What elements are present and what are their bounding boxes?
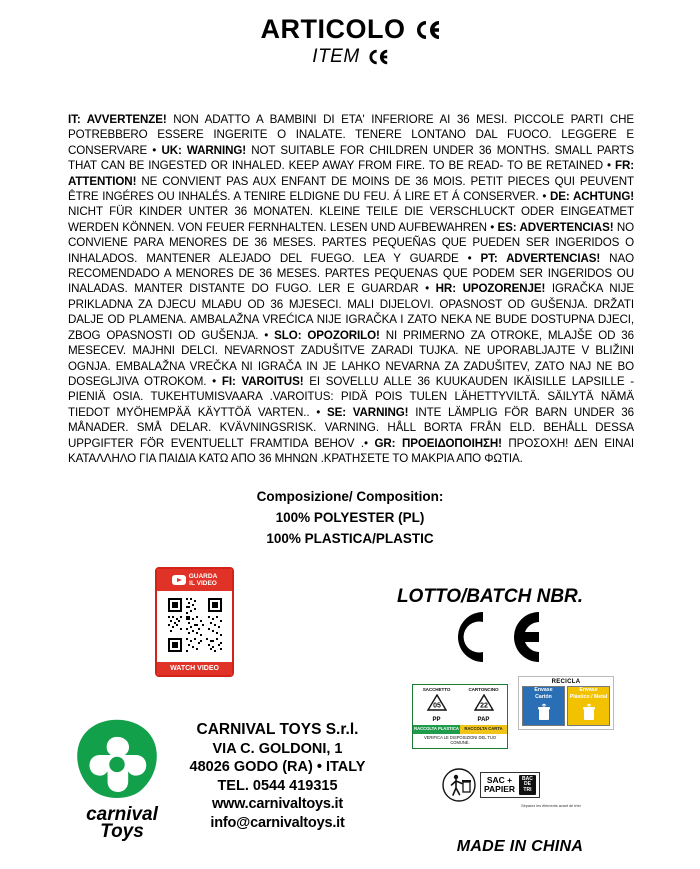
recycle-triangle-icon — [426, 694, 448, 712]
youtube-play-icon — [172, 575, 186, 585]
bac-line1: BAC — [522, 775, 533, 782]
bac-de-tri-badge — [519, 775, 536, 796]
recycling-paper-header: CARTONCINO — [468, 687, 499, 692]
bac-line2: DE — [523, 781, 531, 788]
recycling-plastic-footer: RACCOLTA PLASTICA — [413, 725, 460, 734]
recycle-triangle-icon-paper — [473, 694, 495, 712]
sac-papier-box — [442, 768, 602, 808]
recycling-note: VERIFICA LE DISPOSIZIONI DEL TUO COMUNE. — [423, 734, 497, 745]
recycling-plastic-material: PP — [432, 717, 441, 723]
recicla-spain-box — [518, 676, 614, 730]
carnival-clover-logo-icon — [74, 718, 160, 843]
watch-video-qr-badge[interactable] — [155, 567, 234, 677]
brand-block — [74, 718, 394, 843]
recycling-box-headers — [413, 685, 507, 693]
recycling-plastic-cell — [413, 693, 460, 725]
recicla-plastic-cell — [567, 686, 610, 726]
composition-line-1: 100% POLYESTER (PL) — [275, 509, 425, 525]
recycling-symbols-cluster — [412, 676, 642, 836]
page-title: ARTICOLO — [260, 14, 406, 44]
watch-video-label: WATCH VIDEO — [157, 662, 232, 675]
carnival-toys-wordmark — [74, 806, 170, 841]
recicla-title: RECICLA — [551, 679, 581, 685]
composition-title: Composizione/ Composition: — [256, 489, 444, 504]
italian-recycling-box — [412, 684, 508, 749]
recycling-paper-footer: RACCOLTA CARTA — [460, 725, 507, 734]
ce-mark-large-icon — [360, 608, 620, 671]
company-address-block — [170, 718, 385, 833]
made-in-label: MADE IN CHINA — [456, 838, 584, 855]
carnival-wordmark-line1: carnival — [86, 804, 158, 825]
header-articolo-row — [0, 14, 700, 45]
recycling-paper-cell — [460, 693, 507, 725]
sac-papier-label-box — [480, 772, 540, 799]
recycling-plastic-header: SACCHETTO — [422, 687, 451, 692]
video-badge-header-line2: IL VIDEO — [189, 580, 217, 587]
sac-papier-line2: PAPIER — [484, 784, 516, 794]
recycling-box-body — [413, 693, 507, 725]
recicla-plastic-label-1: Envase — [579, 687, 598, 693]
recicla-carton-label-1: Envase — [534, 687, 553, 693]
bac-line3: TRI — [523, 786, 532, 793]
item-label: ITEM — [312, 46, 360, 67]
multilingual-warnings-text: IT: AVVERTENZE! NON ADATTO A BAMBINI DI ETA' INFERIORE AI 36 MESI. PICCOLE PARTI CHE POTREBBERO ESSERE INGERITE O INALATE. TENERE LONTANO DAL FUOCO. LEGGERE E CONSERVARE • UK: WARNING! NOT SUITABLE FOR CHILDREN UNDER 36 MONTHS. SMALL PARTS THAT CAN BE INGESTED OR INHALED. KEEP AWAY FROM FIRE. TO BE READ- TO BE RETAINED • FR: ATTENTION! NE CONVIENT PAS AUX ENFANT DE MOINS DE 36 MOIS. PETIT PIECES QUI PEUVENT ÊTRE INGÉRES OU INHALÉS. A TENIRE ELDIGNE DU FEU. Á LIRE ET Á CONSERVER. • DE: ACHTUNG! NICHT FÜR KINDER UNTER 36 MONATEN. KLEINE TEILE DIE VERSCHLUCKT ODER EINGEATMET WERDEN KÖNNEN. VON FEUER FERNHALTEN. LESEN UND AUFBEWAHREN • ES: ADVERTENCIAS! NO CONVIENE PARA MENORES DE 36 MESES. PARTES PEQUEÑAS QUE PUEDEN SER INGERIDOS O INHALADOS. MANTENER ALEJADO DEL FUEGO. LEA Y GUARDE • PT: ADVERTENCIAS! NAO RECOMENDADO A MENORES DE 36 MESES. PARTES PEQUENAS QUE PODEM SER INGERIDOS OU INALADAS. MANTER DISTANTE DO FUGO. LER E GUARDAR • HR: UPOZORENJE! IGRAČKA NIJE PRIKLADNA ZA DJECU MLAĐU OD 36 MJESECI. MALI DIJELOVI. OPASNOST OD GUŠENJA. DRŽATI DALJE OD PLAMENA. AMBALAŽNA VREĆICA NIJE IGRAČKA I ZATO NEKA NE BUDE DOSTUPNA DJECI, ZBOG OPASNOSTI OD GUŠENJA. • SLO: OPOZORILO! NI PRIMERNO ZA OTROKE, MLAJŠE OD 36 MESECEV. MAJHNI DELCI. NEVARNOST ZADUŠITVE ZARADI TUJKA. NE UPORABLJAJTE V BLIŽINI OGNJA. EMBALAŽNA VREČKA NI IGRAČA IN JE LAHKO NEVARNA ZA ZADUŠITEV, ZATO NAJ NE BO DOSEGLJIVA OTROKOM. • FI: VAROITUS! EI SOVELLU ALLE 36 KUUKAUDEN IKÄISILLE LAPSILLE - PIENIÄ OSIA. TUKEHTUMISVAARA .VAROITUS: PIDÄ POIS TULEN LÄHETTYVILTÄ. SÄILYTÄ NÄMÄ TIEDOT MYÖHEMPÄÄ KÄYTTÖÄ VARTEN.. • SE: VARNING! INTE LÄMPLIG FÖR BARN UNDER 36 MÅNADER. SMÅ DELAR. KVÄVNINGSRISK. VARNING. HÅLL BORTA FRÅN ELD. BEHÅLL DESSA UPPGIFTER FÖR EVENTUELLT FRAMTIDA BEHOV .• GR: ΠΡΟΕΙΔΟΠΟΙΗΣΗ! ΠΡΟΣΟΧΗ! ΔΕΝ ΕΙΝΑΙ ΚΑΤΑΛΛΗΛΟ ΓΙΑ ΠΑΙΔΙΑ ΚΑΤΩ ΑΠΟ 36 ΜΗΝΩΝ .ΚΡΑΤΗΣΕΤΕ ΤΟ ΜΑΚΡΙΑ ΑΠΟ ΦΩΤΙΑ. — [68, 113, 635, 465]
composition-line-2: 100% PLASTICA/PLASTIC — [266, 530, 434, 546]
lotto-batch-label: LOTTO/BATCH NBR. — [396, 586, 584, 607]
header-item-row — [0, 46, 700, 68]
svg-text:05: 05 — [432, 702, 441, 710]
header — [0, 0, 700, 68]
recicla-plastic-label-2: Plástico / Metal — [569, 693, 608, 700]
sac-papier-note: Séparez les éléments avant de trier — [521, 804, 581, 808]
svg-text:22: 22 — [479, 702, 488, 710]
video-badge-header-line1: GUARDA — [188, 572, 218, 580]
video-badge-header — [157, 569, 232, 591]
company-email[interactable]: info@carnivaltoys.it — [210, 815, 345, 832]
recicla-carton-cell — [522, 686, 565, 726]
recicla-plastic-bin-icon — [568, 700, 609, 725]
ce-mark-icon-small — [367, 48, 388, 66]
carnival-wordmark-line2: Toys — [100, 821, 144, 843]
recicla-carton-bin-icon — [523, 700, 564, 725]
video-badge-header-text — [189, 573, 218, 588]
company-website[interactable]: www.carnivaltoys.it — [211, 796, 344, 813]
composition-block — [0, 487, 700, 550]
company-name: CARNIVAL TOYS S.r.l. — [196, 721, 359, 738]
recycling-box-footers — [413, 725, 507, 734]
recycling-paper-material: PAP — [477, 717, 490, 723]
sac-papier-line1: SAC + — [486, 775, 513, 786]
recicla-carton-label-2: Cartón — [535, 693, 552, 700]
ce-mark-icon — [414, 19, 440, 41]
company-phone: TEL. 0544 419315 — [217, 777, 338, 794]
qr-code-icon[interactable] — [166, 596, 224, 654]
sac-papier-text — [484, 776, 515, 794]
recicla-body — [519, 686, 613, 729]
tidyman-icon — [442, 768, 476, 802]
company-street: VIA C. GOLDONI, 1 — [212, 740, 343, 757]
company-city: 48026 GODO (RA) • ITALY — [189, 759, 366, 776]
